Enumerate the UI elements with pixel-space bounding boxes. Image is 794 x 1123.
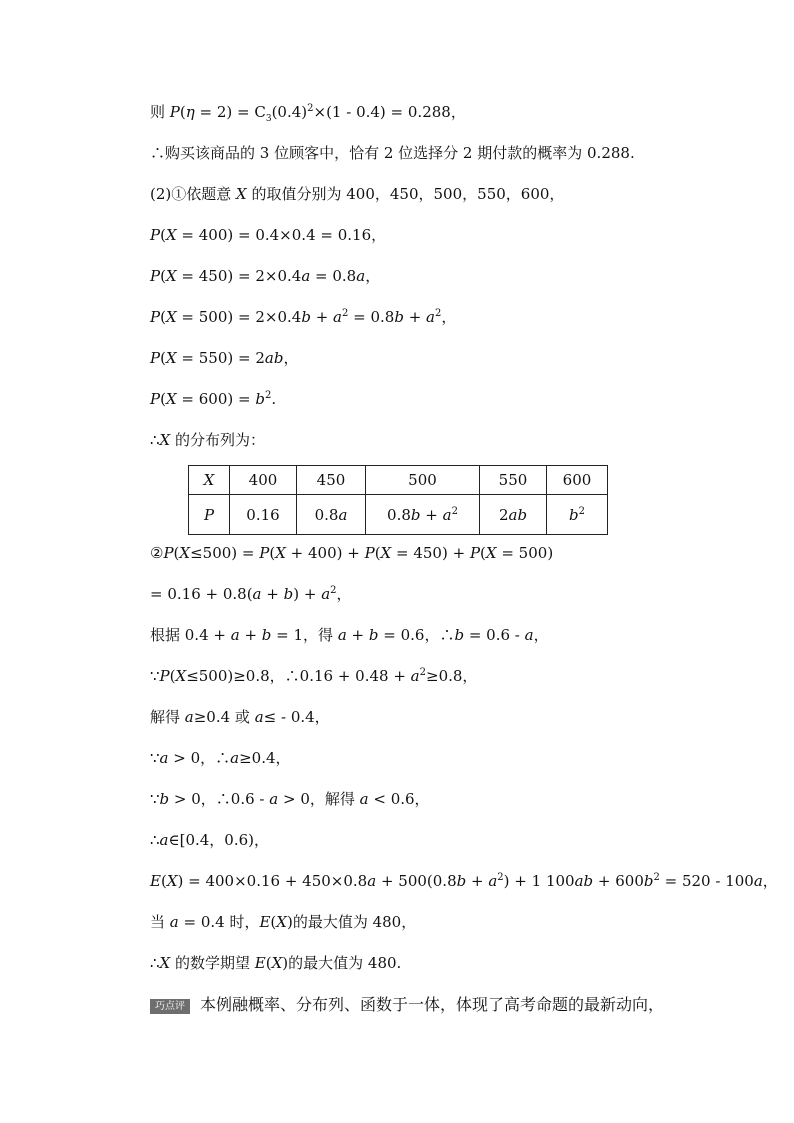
table-cell: 500 bbox=[366, 466, 480, 495]
line-9: ∴X 的分布列为： bbox=[150, 431, 266, 449]
tip-badge: 巧点评 bbox=[150, 999, 190, 1014]
table-cell: 0.16 bbox=[230, 495, 297, 535]
line-18: $E(X) = 400\times 0.16 + 450\times 0.8a + 500(0.8b + a^2) + 1$ $100ab + 600b^2 = 520 - 100a$， bbox=[150, 872, 778, 890]
line-12: 根据 0.4 + a + b = 1，得 a + b = 0.6，∴b = 0.6 - a， bbox=[150, 626, 549, 644]
line-1: 则 $P(\eta = 2) = C_3(0.4)^2\times(1 - 0.4) = 0.288$， bbox=[150, 103, 466, 124]
line-17: ∴a∈[0.4，0.6)， bbox=[150, 831, 270, 849]
line-3: (2)①依题意 X 的取值分别为 400，450，500，550，600， bbox=[150, 185, 565, 203]
tip-text: 本例融概率、分布列、函数于一体，体现了高考命题的最新动向， bbox=[200, 995, 665, 1014]
table-cell: 400 bbox=[230, 466, 297, 495]
table-cell: 550 bbox=[480, 466, 547, 495]
line-4: P(X = 400) = 0.4×0.4 = 0.16， bbox=[150, 226, 387, 244]
table-row bbox=[189, 495, 608, 535]
line-15: ∵a > 0，∴a≥0.4， bbox=[150, 749, 291, 767]
table-header-p: P bbox=[189, 495, 230, 535]
tip-comment bbox=[150, 995, 664, 1015]
table-cell: $0.8b + a^2$ bbox=[366, 495, 480, 535]
line-16: ∵b > 0，∴0.6 - a > 0，解得 a < 0.6， bbox=[150, 790, 430, 808]
table-cell: 450 bbox=[297, 466, 366, 495]
line-19: 当 a = 0.4 时，E(X)的最大值为 480， bbox=[150, 913, 417, 931]
table-cell: 2ab bbox=[480, 495, 547, 535]
distribution-table bbox=[188, 465, 608, 535]
table-cell: 600 bbox=[547, 466, 608, 495]
table-cell: 0.8a bbox=[297, 495, 366, 535]
line-20: ∴X 的数学期望 E(X)的最大值为 480. bbox=[150, 954, 402, 972]
line-5: P(X = 450) = 2×0.4a = 0.8a， bbox=[150, 267, 381, 285]
line-7: P(X = 550) = 2ab， bbox=[150, 349, 299, 367]
table-cell: $b^2$ bbox=[547, 495, 608, 535]
table-row bbox=[189, 466, 608, 495]
line-14: 解得 a≥0.4 或 a≤ - 0.4， bbox=[150, 708, 330, 726]
line-13: ∵P(X≤500)≥0.8，∴0.16 + $0.48 + a^2\ge 0.8$， bbox=[150, 667, 478, 685]
line-10: ②P(X≤500) = P(X + 400) + P(X = 450) + P(X = 500) bbox=[150, 544, 554, 562]
line-11: = $0.16 + 0.8(a + b) + a^2$， bbox=[150, 585, 352, 603]
line-6: $P(X = 500) = 2\times 0.4b + a^2 = 0.8b + a^2$， bbox=[150, 308, 457, 326]
line-2: ∴购买该商品的 3 位顾客中，恰有 2 位选择分 2 期付款的概率为 0.288. bbox=[150, 144, 635, 162]
table-header-x: X bbox=[189, 466, 230, 495]
line-8: $P(X = 600) = b^2$. bbox=[150, 390, 277, 408]
